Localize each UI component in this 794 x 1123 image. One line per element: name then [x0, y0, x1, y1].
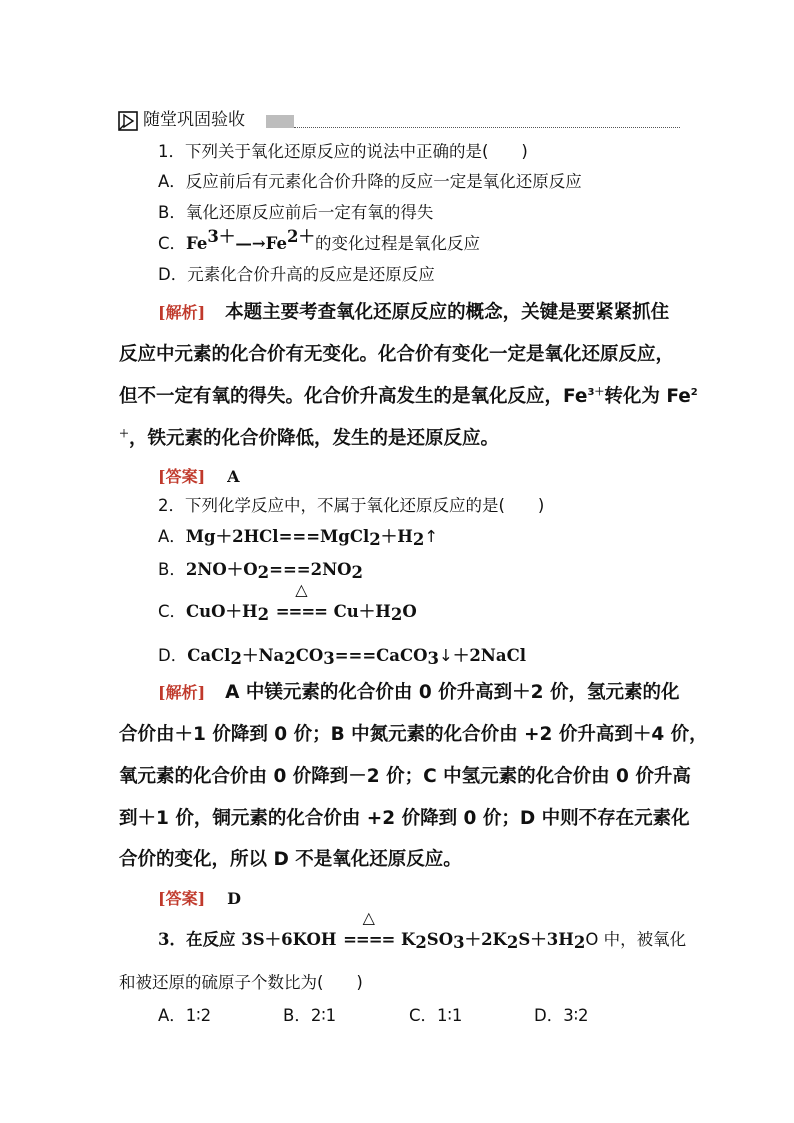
q1-option-a: A．反应前后有元素化合价升降的反应一定是氧化还原反应: [158, 172, 582, 191]
q1-analysis-line-4: [119, 427, 499, 451]
q2-stem: 2．下列化学反应中，不属于氧化还原反应的是( ): [158, 496, 545, 515]
q2-option-a-sub: 2: [412, 530, 425, 549]
q3-stem-sub: 2: [573, 933, 586, 952]
q2-option-d-label: D．: [158, 646, 188, 665]
q2-option-a-gas-arrow: ↑: [424, 527, 439, 546]
q1-stem: 1．下列关于氧化还原反应的说法中正确的是( ): [158, 142, 528, 161]
q2-option-a-label: A．: [158, 527, 186, 546]
q1-option-d: D．元素化合价升高的反应是还原反应: [158, 265, 435, 284]
q2-analysis-line-1: [158, 681, 679, 705]
q2-option-d-part: ＋2NaCl: [452, 646, 526, 665]
q2-option-d-part: ===CaCO: [334, 646, 428, 665]
q2-option-b: [158, 559, 363, 581]
q2-option-d-precipitate-arrow: ↓: [439, 646, 453, 665]
q1-option-b: B．氧化还原反应前后一定有氧的得失: [158, 203, 434, 222]
q1-option-c-fe2: Fe: [265, 234, 287, 253]
q1-option-c-text: 的变化过程是氧化反应: [314, 234, 480, 253]
heating-condition: [342, 908, 396, 951]
q2-option-b-label: B．: [158, 560, 186, 579]
q2-option-d-sub: 3: [323, 649, 335, 668]
heating-condition: [274, 580, 328, 623]
q1-option-c-label: C．: [158, 234, 187, 253]
q3-stem-product: ＋2K: [464, 930, 507, 949]
q2-analysis-line-2: 合价由＋1 价降到 0 价；B 中氮元素的化合价由 +2 价升高到＋4 价，: [119, 724, 708, 745]
q2-option-d-part: CaCl: [187, 646, 231, 665]
q3-stem-text: O 中，被氧化: [585, 930, 687, 949]
q3-stem-product: K: [400, 930, 416, 949]
q2-option-c-sub: 2: [390, 605, 403, 624]
reaction-equals: ====: [343, 930, 395, 949]
q1-analysis-text-3a: 但不一定有氧的得失。化合价升高发生的是氧化反应，Fe: [119, 386, 588, 407]
q2-option-d-sub: 2: [230, 649, 242, 668]
q1-analysis-charge-plus: ＋: [119, 429, 129, 440]
q3-stem-line-2: 和被还原的硫原子个数比为( ): [119, 973, 363, 992]
q3-option-b: B．2∶1: [283, 1006, 337, 1025]
q2-option-c-sub: 2: [257, 605, 270, 624]
q2-option-d-part: ＋Na: [241, 646, 285, 665]
q2-option-d-sub: 3: [427, 649, 439, 668]
q2-option-d: [158, 645, 526, 667]
q2-option-a-part: ＋H: [380, 527, 413, 546]
q2-analysis-tag: [解析]: [158, 683, 206, 702]
q3-option-a: A．1∶2: [158, 1006, 212, 1025]
q1-answer-tag: [答案]: [158, 467, 206, 486]
heat-triangle-icon: △: [362, 908, 375, 927]
q1-analysis-charge-3: 3＋: [587, 387, 605, 398]
q1-analysis-line-1: [158, 301, 669, 325]
q2-option-b-sub: 2: [351, 563, 364, 582]
q1-option-c-arrow: —→: [235, 234, 266, 253]
q1-analysis-line-3: [119, 385, 698, 409]
q2-analysis-text-1: A 中镁元素的化合价由 0 价升高到＋2 价，氢元素的化: [225, 682, 680, 703]
q1-option-c: [158, 227, 480, 255]
q2-option-b-part: 2NO＋O: [185, 560, 258, 579]
q2-analysis-line-4: 到＋1 价，铜元素的化合价由 +2 价降到 0 价；D 中则不存在元素化: [119, 808, 690, 829]
q2-analysis-line-3: 氧元素的化合价由 0 价降到－2 价；C 中氢元素的化合价由 0 价升高: [119, 766, 691, 787]
q1-answer-line: [158, 464, 240, 487]
q3-option-c: C．1∶1: [409, 1006, 463, 1025]
q2-option-d-part: CO: [295, 646, 324, 665]
q2-option-b-part: ===2NO: [269, 560, 352, 579]
header-dotted-rule: [294, 127, 680, 128]
q2-option-a-part: Mg＋2HCl===MgCl: [185, 527, 370, 546]
q1-analysis-tag: [解析]: [158, 303, 206, 322]
q2-option-c: [158, 580, 417, 624]
q2-answer-line: [158, 886, 241, 909]
q2-option-d-sub: 2: [284, 649, 296, 668]
section-header: [118, 108, 680, 130]
header-gray-block: [266, 115, 294, 128]
q2-answer-tag: [答案]: [158, 889, 206, 908]
heat-triangle-icon: △: [295, 580, 308, 599]
q3-option-d: D．3∶2: [534, 1006, 589, 1025]
q3-stem-line-1: [158, 908, 687, 952]
q2-option-c-tail: O: [402, 602, 417, 621]
q3-stem-product: S＋3H: [518, 930, 574, 949]
play-arrow-icon: [118, 111, 138, 131]
q3-stem-reactants: 3．在反应 3S＋6KOH: [158, 930, 337, 949]
reaction-equals: ====: [275, 602, 328, 621]
q2-option-c-products: Cu＋H: [333, 602, 391, 621]
q1-analysis-line-2: 反应中元素的化合价有无变化。化合价有变化一定是氧化还原反应，: [119, 344, 675, 365]
q1-analysis-text-4: ，铁元素的化合价降低，发生的是还原反应。: [129, 428, 500, 449]
q1-analysis-text-1: 本题主要考查氧化还原反应的概念，关键是要紧紧抓住: [225, 302, 670, 323]
q3-stem-product: SO: [426, 930, 454, 949]
q1-option-c-fe3: Fe: [186, 234, 208, 253]
q3-stem-sub: 2: [415, 933, 427, 952]
q3-stem-sub: 2: [506, 933, 519, 952]
q3-stem-sub: 3: [453, 933, 465, 952]
q2-option-c-reactants: CuO＋H: [186, 602, 258, 621]
q2-option-b-sub: 2: [257, 563, 270, 582]
q2-option-c-label: C．: [158, 602, 187, 621]
q2-answer-value: D: [227, 889, 242, 908]
q1-analysis-text-3b: 转化为 Fe: [604, 386, 691, 407]
section-title: 随堂巩固验收: [143, 110, 245, 130]
q1-option-c-charge3: 3＋: [207, 227, 236, 246]
q2-option-a-sub: 2: [369, 530, 381, 549]
q1-option-c-charge2: 2＋: [286, 227, 315, 246]
q1-answer-value: A: [227, 467, 240, 486]
q2-option-a: [158, 526, 438, 548]
q2-analysis-line-5: 合价的变化，所以 D 不是氧化还原反应。: [119, 849, 462, 870]
q1-analysis-charge-2: 2: [690, 387, 698, 398]
